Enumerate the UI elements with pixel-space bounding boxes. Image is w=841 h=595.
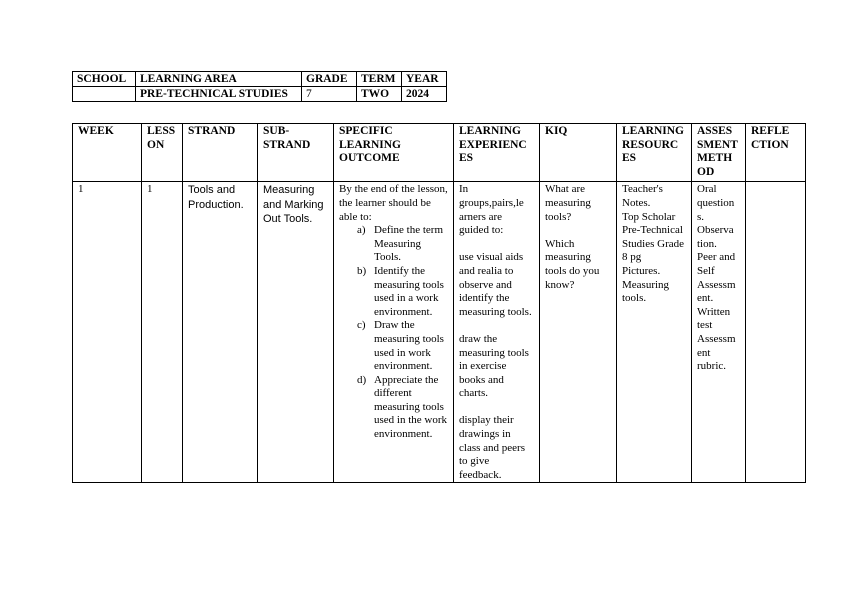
kiq-cell [540,182,617,483]
learning-area-value: PRE-TECHNICAL STUDIES [136,87,302,102]
outcome-marker: c) [357,319,366,332]
outcome-item [357,264,448,319]
grade-value: 7 [302,87,357,102]
col-outcome: SPECIFIC LEARNING OUTCOME [334,124,454,182]
col-strand: STRAND [183,124,258,182]
outcome-text: Define the term Measuring Tools. [374,224,444,264]
sub-strand-cell: Measuring and Marking Out Tools. [258,182,334,483]
experience-text: display their drawings in class and peers to give feedback. [459,414,525,481]
term-label: TERM [357,72,402,87]
experiences-cell [454,182,540,483]
outcome-item [357,373,448,442]
assessment-item: Peer and Self Assessm ent. [697,251,736,305]
resources-cell [617,182,692,483]
outcome-cell [334,182,454,483]
year-label: YEAR [402,72,447,87]
school-label: SCHOOL [73,72,136,87]
week-cell: 1 [73,182,142,483]
experience-text: use visual aids and realia to observe and identify the measuring tools. [459,251,532,318]
col-resources: LEARNING RESOURC ES [617,124,692,182]
outcome-item [357,224,448,265]
col-sub-strand: SUB-STRAND [258,124,334,182]
outcome-text: Draw the measuring tools used in work environment. [374,319,444,373]
col-experiences: LEARNING EXPERIENC ES [454,124,540,182]
strand-cell: Tools and Production. [183,182,258,483]
lesson-row [73,182,806,483]
header-label-row [73,72,447,87]
assessment-item: Assessm ent rubric. [697,332,736,373]
assessment-item: Oral question s. [697,183,735,223]
resource-item: Measuring tools. [622,278,670,305]
resource-item: Pictures. [622,264,661,277]
lesson-plan-table [72,123,806,483]
col-assessment: ASSES SMENT METH OD [692,124,746,182]
kiq-question: What are measuring tools? [545,183,591,223]
experience-text: draw the measuring tools in exercise books and charts. [459,332,529,400]
reflection-cell [746,182,806,483]
resource-item: Teacher's Notes. [622,183,663,209]
header-table [72,71,447,102]
kiq-question: Which measuring tools do you know? [545,237,600,291]
school-value [73,87,136,102]
outcome-marker: b) [357,264,367,277]
assessment-cell [692,182,746,483]
lesson-cell: 1 [142,182,183,483]
outcome-marker: a) [357,224,366,237]
year-value: 2024 [402,87,447,102]
experience-text: In groups,pairs,le arners are guided to: [459,183,524,237]
outcome-item [357,319,448,373]
outcome-text: Identify the measuring tools used in a work environment. [374,264,444,318]
col-kiq: KIQ [540,124,617,182]
resource-item: Top Scholar Pre-Technical Studies Grade 8 pg [622,210,685,264]
grade-label: GRADE [302,72,357,87]
assessment-item: Written test [697,305,731,332]
outcome-marker: d) [357,373,367,386]
col-reflection: REFLE CTION [746,124,806,182]
header-value-row [73,87,447,102]
col-lesson: LESS ON [142,124,183,182]
outcome-intro: By the end of the lesson, the learner should be able to: [339,183,448,223]
learning-area-label: LEARNING AREA [136,72,302,87]
outcome-list [339,224,448,442]
term-value: TWO [357,87,402,102]
col-week: WEEK [73,124,142,182]
column-header-row [73,124,806,182]
assessment-item: Observa tion. [697,224,734,250]
outcome-text: Appreciate the different measuring tools used in the work environment. [374,373,448,441]
